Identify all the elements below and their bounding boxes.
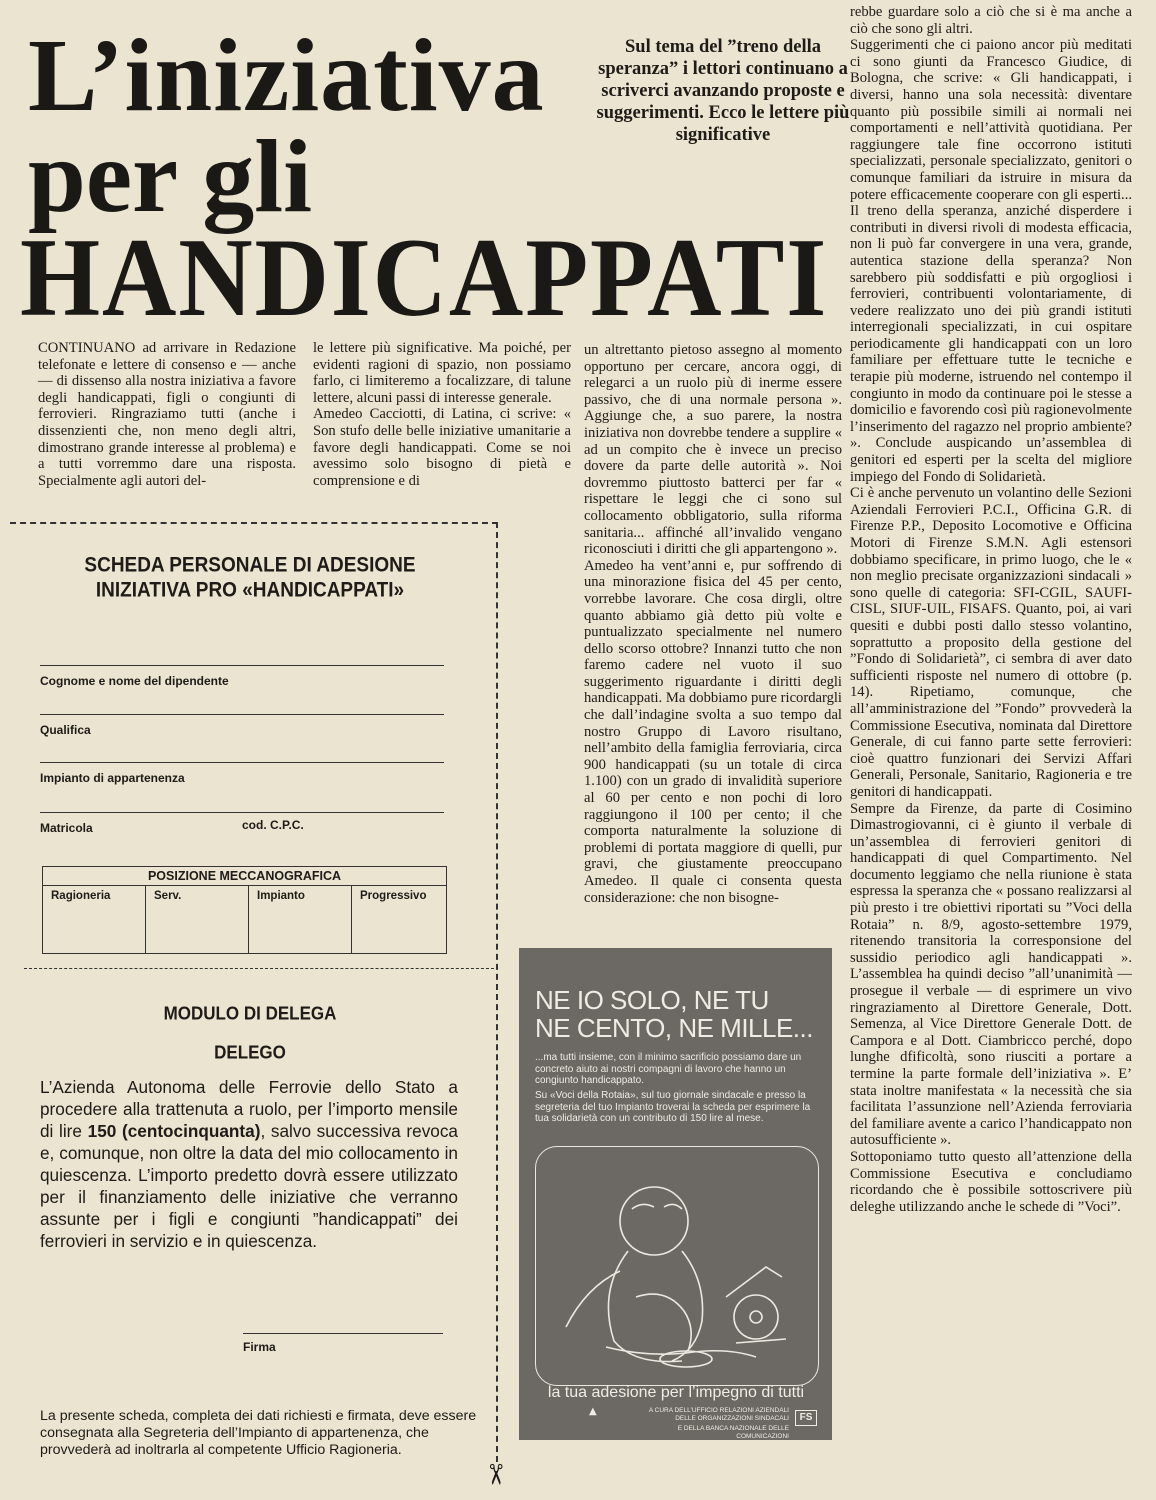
solidarity-advert	[519, 948, 832, 1440]
mecc-table	[42, 866, 447, 954]
form-footer: La presente scheda, completa dei dati richiesti e firmata, deve essere consegnata alla Segreteria dell’Impianto di appartenenza, che provvederà ad inoltrarla al competente Ufficio Ragioneria.	[40, 1408, 477, 1458]
mecc-header: POSIZIONE MECCANOGRAFICA	[43, 867, 447, 886]
cut-line-horizontal	[10, 522, 498, 524]
advert-tagline: la tua adesione per l’impegno di tutti	[547, 1384, 805, 1401]
article-column-2: le lettere più significative. Ma poiché, per evidenti ragioni di spazio, non possiamo farlo, ci limiteremo a focalizzare, di talune lettere, alcuni passi di interesse generale. Amedeo Cacciotti, di Latina, ci scrive: « Son stufo delle belle iniziative umanitarie a favore degli handicappati. Come se noi avessimo solo bisogno di pietà e comprensione e di	[313, 340, 571, 489]
subheadline: Sul tema del ”treno della speranza” i lettori continuano a scriverci avanzando proposte e suggerimenti. Ecco le lettere più significative	[596, 37, 850, 145]
mecc-cell-ragioneria[interactable]: Ragioneria	[43, 886, 146, 954]
form-title-line-1: SCHEDA PERSONALE DI ADESIONE	[84, 553, 416, 577]
article-column-1: CONTINUANO ad arrivare in Redazione telefonate e lettere di consenso e — anche — di dissenso alla nostra iniziativa a favore degli handicappati, figli o congiunti di ferrovieri. Ringraziamo tutti (anche i dissenzienti che, non meno degli altri, dimostrano grande interesse al problema) e a tutti vorremmo dare una risposta. Specialmente agli autori del-	[38, 340, 296, 489]
matricola-field-label: Matricola	[40, 821, 93, 835]
form-title	[40, 553, 460, 604]
qualifica-field-label: Qualifica	[40, 723, 91, 737]
fs-logo: FS	[795, 1410, 817, 1426]
matricola-field-line[interactable]	[40, 812, 444, 813]
impianto-field-line[interactable]	[40, 762, 444, 763]
advert-title-line-1: NE IO SOLO, NE TU	[535, 985, 769, 1015]
qualifica-field-line[interactable]	[40, 714, 444, 715]
delega-text-a: L’Azienda Autonoma delle Ferrovie dello Stato a procedere alla trattenuta a ruolo, per l’importo mensile di lire	[40, 1077, 458, 1141]
mecc-cell-progressivo[interactable]: Progressivo	[352, 886, 447, 954]
advert-credit-2: E DELLA BANCA NAZIONALE DELLE COMUNICAZIONI	[677, 1425, 789, 1440]
advert-text-1: ...ma tutti insieme, con il minimo sacrificio possiamo dare un concreto aiuto ai nostri compagni di lavoro che hanno un congiunto handicappato.	[535, 1052, 802, 1086]
name-field-line[interactable]	[40, 665, 444, 666]
cut-line-vertical	[496, 522, 498, 1462]
mecc-cell-serv[interactable]: Serv.	[146, 886, 249, 954]
delega-title: MODULO DI DELEGA	[163, 1003, 337, 1024]
signature-line[interactable]	[243, 1333, 443, 1334]
advert-title-line-2: NE CENTO, NE MILLE...	[535, 1013, 813, 1043]
article-column-3: un altrettanto pietoso assegno al momento opportuno per cercare, ancora oggi, di relegarci a un ruolo più di inerme essere passivo, che di una normale persona ». Aggiunge che, a suo parere, la nostra iniziativa non dovrebbe tendere a supplire « ad un compito che è invece un preciso dovere da parte delle autorità ». Noi dovremmo piuttosto batterci per far « rispettare le leggi che ci sono sul collocamento obbligatorio, sulla riforma sanitaria... affinché all’invalido vengano riconosciuti i diritti che gli appartengono ». Amedeo ha vent’anni e, pur soffrendo di una minorazione fisica del 45 per cento, vorrebbe lavorare. Che cosa dirgli, oltre quanto abbiamo già detto più volte e puntualizzato specialmente nel numero dello scorso ottobre? Innanzi tutto che non faremo cadere nel vuoto il suo suggerimento riguardante i diritti degli handicappati. Ma dobbiamo pure ricordargli che dall’indagine svolta a suo tempo dal nostro Gruppo di Lavoro risultano, nell’ambito della famiglia ferroviaria, circa 900 handicappati (su un totale di circa 1.100) con un grado di invalidità superiore al 60 per cento e non pochi di loro raggiungono il 100 per cento; il che comporta naturalmente la soluzione di problemi di portata maggiore di quelli, pur gravi, che giustamente preoccupano Amedeo. Il quale ci consenta questa considerazione: che non bisogne-	[584, 342, 842, 906]
advert-illustration	[535, 1146, 819, 1386]
delega-text	[40, 1076, 458, 1252]
advert-credit-1: A CURA DELL’UFFICIO RELAZIONI AZIENDALI DELLE ORGANIZZAZIONI SINDACALI	[648, 1407, 789, 1422]
mecc-cell-impianto[interactable]: Impianto	[249, 886, 352, 954]
arrow-icon: ▲	[589, 1406, 597, 1417]
article-column-4: rebbe guardare solo a ciò che si è ma anche a ciò che sono gli altri. Suggerimenti che ci paiono ancor più meditati ci sono giunti da Francesco Giudice, di Bologna, che scrive: « Gli handicappati, i diversi, hanno una sola necessità: diventare quanto più possibile simili ai normali nei comportamenti e nell’attività quotidiana. Per raggiungere tale fine occorrono istituti specializzati, personale specializzato, genitori o comunque familiari da istruire in misura da potere efficacemente cooperare con gli esperti... Il treno della speranza, anziché disperdere i contributi in diversi rivoli di modesta efficacia, non li può far convergere in una vera, grande, autentica stazione della speranza? Non sarebbero più soddisfatti e più orgogliosi i ferrovieri, contribuenti volontariamente, di vedere realizzato uno dei più grandi istituti interregionali specializzati, in cui ospitare periodicamente gli handicappati con un loro familiare per effettuare tutte le tecniche e terapie più moderne, istruendo nel contempo il congiunto in modo da continuare poi le stesse a domicilio e favorendo così più ragionevolmente l’inserimento del ragazzo nel proprio ambiente? ». Conclude auspicando un’assemblea di genitori ed esperti per la scelta del migliore impiego del Fondo di Solidarietà. Ci è anche pervenuto un volantino delle Sezioni Aziendali Ferrovieri P.C.I., Officina G.R. di Firenze P.P., Deposito Locomotive e Officina Motori di Firenze S.M.N. Agli estensori dobbiamo specificare, in primo luogo, che le « non meglio precisate organizzazioni sindacali » sono quelle di categoria: SFI-CGIL, SAUFI-CISL, SIUF-UIL, FISAFS. Quanto, poi, ai vari quesiti e dubbi posti dallo stesso volantino, soprattutto a proposito della gestione del ”Fondo di Solidarietà”, ci sembra di aver dato sufficienti risposte nel numero di ottobre (p. 14). Ripetiamo, comunque, che all’amministrazione del ”Fondo” provvederà la Commissione Esecutiva, nominata dal Direttore Generale, di cui fanno parte sette ferrovieri: cioè quattro funzionari dei Servizi Affari Generali, Personale, Sanitario, Ragioneria e tre genitori di handicappati. Sempre da Firenze, da parte di Cosimino Dimastrogiovanni, ci è giunto il verbale di un’assemblea di ferrovieri genitori di handicappati di quel Compartimento. Nel documento leggiamo che nella riunione è stata espressa la speranza che « possano realizzarsi al più presto i tre obiettivi riportati su ”Voci della Rotaia” n. 8/9, agosto-settembre 1979, ritenendo transitoria la corresponsione del sussidio periodico agli handicappati ». L’assemblea ha quindi deciso ”all’unanimità — prosegue il verbale — di esprimere un vivo ringraziamento al Direttore Generale, Dott. Semenza, al Vice Direttore Generale Dott. de Campora e al Dott. Ciambricco perché, dopo lunghe dfificoltà, sono riusciti a portare a termine la parte formale dell’iniziativa ». E’ stata inoltre manifestata « la necessità che sia facilitata l’assunzione nell’Azienda ferroviaria del familiare avente a carico l’handicappato non autosufficiente ». Sottoponiamo tutto questo all’attenzione della Commissione Esecutiva e concludiamo ricordando che è possibile sottoscrivere più deleghe utilizzando anche le schede di ”Voci”.	[850, 4, 1132, 1215]
scissors-icon: ✂	[479, 1462, 513, 1487]
impianto-field-label: Impianto di appartenenza	[40, 771, 185, 785]
child-drawing-icon	[536, 1147, 818, 1385]
delega-amount: 150 (centocinquanta)	[87, 1121, 261, 1141]
name-field-label: Cognome e nome del dipendente	[40, 674, 229, 688]
headline-line-2: per gli	[28, 119, 313, 234]
delega-text-b: , salvo successiva revoca e, comunque, non oltre la data del mio collocamento in quiescenza. L’importo predetto dovrà essere utilizzato per il finanziamento delle iniziative che verranno assunte per i figli e congiunti ”handicappati” dei ferrovieri in servizio e in quiescenza.	[40, 1121, 458, 1251]
headline-line-1: L’iniziativa	[28, 18, 545, 133]
form-section-divider	[24, 968, 494, 969]
signature-label: Firma	[243, 1340, 276, 1354]
headline-line-3: HANDICAPPATI	[20, 216, 829, 340]
delega-subtitle: DELEGO	[214, 1042, 286, 1063]
advert-text-2: Su «Voci della Rotaia», sul tuo giornale sindacale e presso la segreteria del tuo Impianto troverai la scheda per esprimere la tua solidarietà con un contributo di 150 lire al mese.	[535, 1090, 811, 1124]
form-title-line-2: INIZIATIVA PRO «HANDICAPPATI»	[95, 579, 405, 603]
cpc-field-label: cod. C.P.C.	[242, 818, 304, 832]
